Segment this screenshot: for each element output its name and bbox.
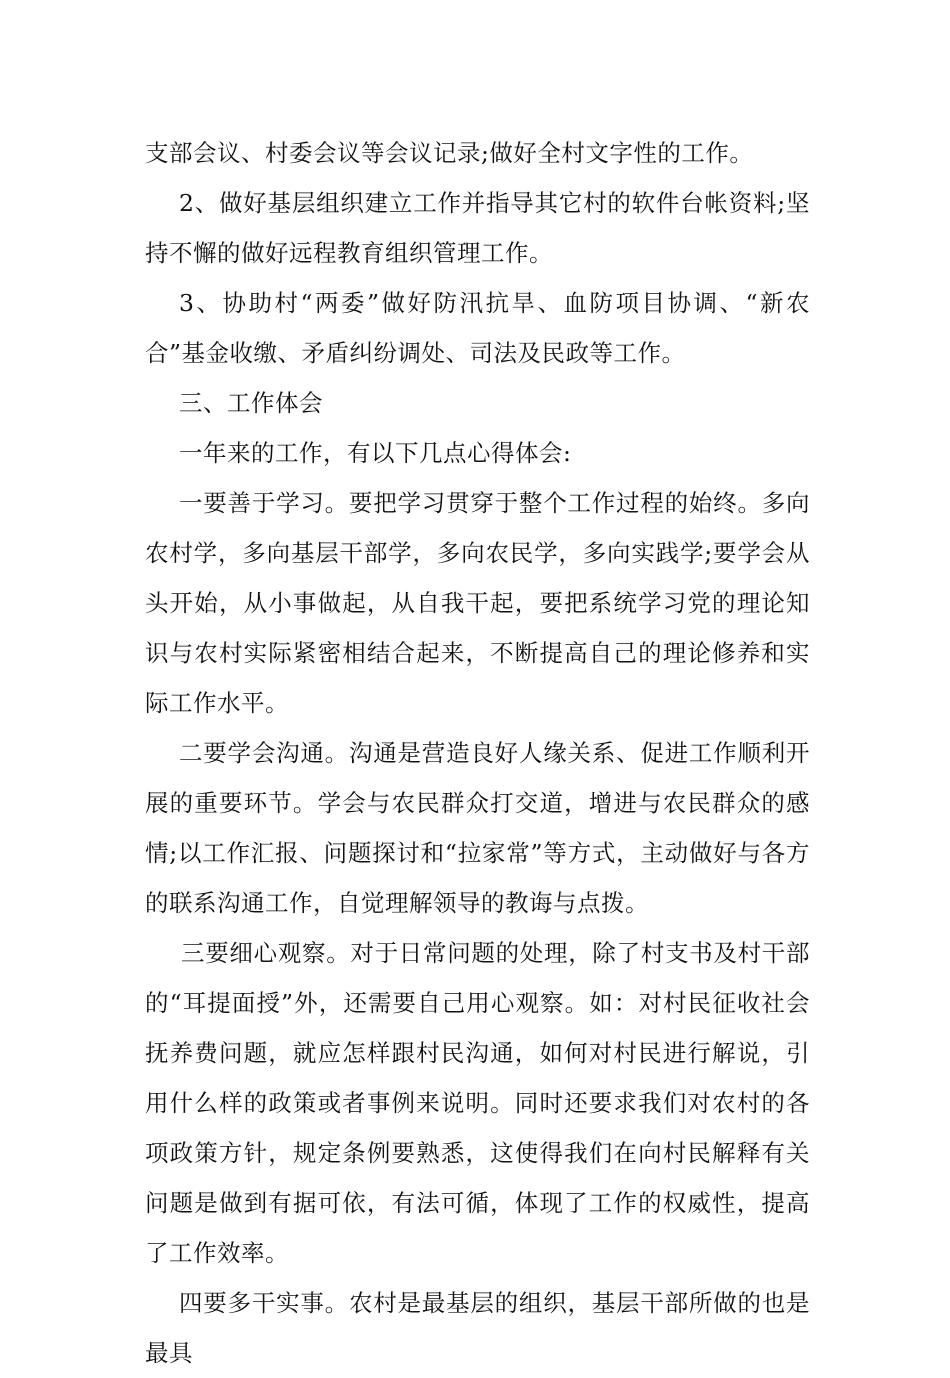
document-page [145,128,810,1378]
section-heading: 三、工作体会 [179,389,323,417]
paragraph-observe: 三要细心观察。对于日常问题的处理，除了村支书及村干部的“耳提面授”外，还需要自己用心观察。如：对村民征收社会抚养费问题，就应怎样跟村民沟通，如何对村民进行解说，引用什么样的政策或者事例来说明。同时还要求我们对农村的各项政策方针，规定条例要熟悉，这使得我们在向村民解释有关问题是做到有据可依，有法可循，体现了工作的权威性，提高了工作效率。 [145,939,810,1267]
paragraph-3: 3、协助村“两委”做好防汛抗旱、血防项目协调、“新农合”基金收缴、矛盾纠纷调处、司法及民政等工作。 [145,289,810,367]
paragraph-practical: 四要多干实事。农村是最基层的组织，基层干部所做的也是最具 [145,1289,810,1367]
paragraph-communicate: 二要学会沟通。沟通是营造良好人缘关系、促进工作顺利开展的重要环节。学会与农民群众打交道，增进与农民群众的感情;以工作汇报、问题探讨和“拉家常”等方式，主动做好与各方的联系沟通工作，自觉理解领导的教诲与点拨。 [145,739,810,917]
paragraph-2: 2、做好基层组织建立工作并指导其它村的软件台帐资料;坚持不懈的做好远程教育组织管理工作。 [145,189,810,267]
paragraph-1: 支部会议、村委会议等会议记录;做好全村文字性的工作。 [145,139,754,167]
paragraph-study: 一要善于学习。要把学习贯穿于整个工作过程的始终。多向农村学，多向基层干部学，多向农民学，多向实践学;要学会从头开始，从小事做起，从自我干起，要把系统学习党的理论知识与农村实际紧密相结合起来，不断提高自己的理论修养和实际工作水平。 [145,489,810,717]
paragraph-intro: 一年来的工作，有以下几点心得体会: [179,439,572,467]
